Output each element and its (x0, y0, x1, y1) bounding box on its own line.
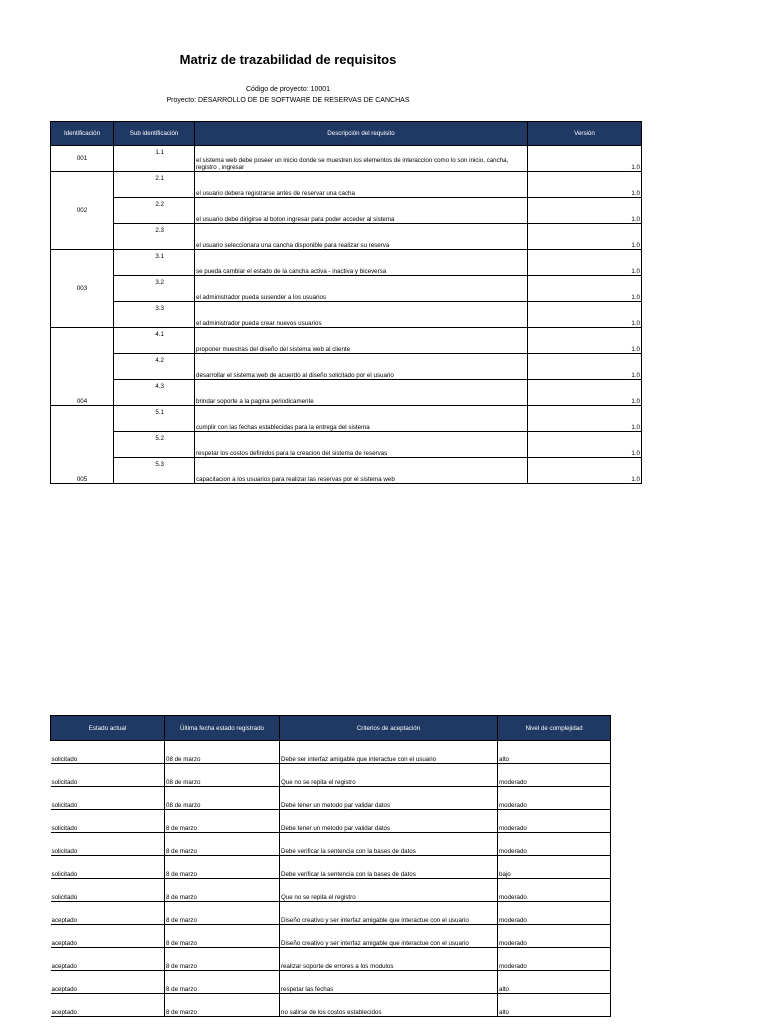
acceptance-criteria: Que no se repita el registro (280, 879, 498, 902)
requirement-sub-id: 1.1 (114, 146, 195, 172)
requirement-row (51, 354, 642, 380)
requirement-id: 003 (51, 250, 114, 328)
requirement-sub-id: 4.2 (114, 354, 195, 380)
last-date-value: 08 de marzo (165, 787, 280, 810)
requirement-sub-id: 4.1 (114, 328, 195, 354)
requirement-row (51, 198, 642, 224)
requirement-version: 1.0 (528, 354, 642, 380)
requirement-version: 1.0 (528, 250, 642, 276)
acceptance-criteria: Debe tener un metodo par validar datos (280, 810, 498, 833)
requirement-row (51, 458, 642, 484)
acceptance-criteria: realizar soporte de errores a los modulos (280, 948, 498, 971)
requirement-sub-id: 2.1 (114, 172, 195, 198)
requirement-description: desarrollar el sistema web de acuerdo al diseño solicitado por el usuario (195, 354, 528, 380)
col-identificacion: Identificación (51, 122, 114, 146)
status-row (51, 971, 611, 994)
status-value: solicitado (51, 741, 165, 764)
requirement-version: 1.0 (528, 198, 642, 224)
status-value: aceptado (51, 994, 165, 1017)
requirement-version: 1.0 (528, 380, 642, 406)
status-value: solicitado (51, 764, 165, 787)
requirement-version: 1.0 (528, 432, 642, 458)
last-date-value: 8 de marzo (165, 971, 280, 994)
complexity-level: bajo (498, 856, 611, 879)
requirement-version: 1.0 (528, 406, 642, 432)
status-row (51, 925, 611, 948)
project-code: Código de proyecto: 10001 (245, 86, 331, 93)
requirement-description: el usuario debera registrarse antes de reservar una cacha (195, 172, 528, 198)
requirement-description: el administrador pueda crear nuevos usuarios (195, 302, 528, 328)
complexity-level: moderado (498, 787, 611, 810)
status-row (51, 902, 611, 925)
requirement-sub-id: 5.1 (114, 406, 195, 432)
status-row (51, 810, 611, 833)
page-title: Matriz de trazabilidad de requisitos (179, 52, 397, 67)
status-header-row (51, 716, 611, 741)
status-value: solicitado (51, 856, 165, 879)
complexity-level: moderado (498, 879, 611, 902)
requirement-description: capacitacion a los usuarios para realizar las reservas por el sistema web (195, 458, 528, 484)
acceptance-criteria: respetar las fechas (280, 971, 498, 994)
complexity-level: moderado (498, 810, 611, 833)
status-row (51, 879, 611, 902)
requirement-description: el usuario debe dirigirse al boton ingresar para poder acceder al sistema (195, 198, 528, 224)
requirement-version: 1.0 (528, 276, 642, 302)
acceptance-criteria: Diseño creativo y ser interfaz amigable que interactue con el usuario (280, 925, 498, 948)
requirements-table (50, 121, 642, 484)
last-date-value: 8 de marzo (165, 994, 280, 1017)
status-row (51, 833, 611, 856)
requirement-id: 002 (51, 172, 114, 250)
requirements-header-row (51, 122, 642, 146)
status-row (51, 741, 611, 764)
requirement-row (51, 250, 642, 276)
acceptance-criteria: Debe tener un metodo par validar datos (280, 787, 498, 810)
complexity-level: alto (498, 971, 611, 994)
last-date-value: 8 de marzo (165, 902, 280, 925)
acceptance-criteria: Debe verificar la sentencia con la bases de datos (280, 856, 498, 879)
requirement-description: el sistema web debe poseer un inicio donde se muestren los elementos de interaccion como lo son inicio, cancha, registro , ingresar (195, 146, 528, 172)
last-date-value: 8 de marzo (165, 856, 280, 879)
last-date-value: 8 de marzo (165, 948, 280, 971)
last-date-value: 08 de marzo (165, 764, 280, 787)
status-value: solicitado (51, 833, 165, 856)
status-row (51, 764, 611, 787)
col-descripcion: Descripción del requisito (195, 122, 528, 146)
requirement-version: 1.0 (528, 172, 642, 198)
requirement-id: 004 (51, 328, 114, 406)
status-table (50, 715, 611, 1017)
acceptance-criteria: Diseño creativo y ser interfaz amigable que interactue con el usuario (280, 902, 498, 925)
status-row (51, 994, 611, 1017)
acceptance-criteria: no salirse de los costos establecidos (280, 994, 498, 1017)
status-value: aceptado (51, 925, 165, 948)
status-row (51, 948, 611, 971)
requirement-version: 1.0 (528, 224, 642, 250)
complexity-level: moderado (498, 948, 611, 971)
requirement-sub-id: 2.3 (114, 224, 195, 250)
requirement-sub-id: 2.2 (114, 198, 195, 224)
requirement-version: 1.0 (528, 302, 642, 328)
col-criterios: Criterios de aceptación (280, 716, 498, 741)
requirement-row (51, 432, 642, 458)
col-nivel-complejidad: Nivel de complejidad (498, 716, 611, 741)
requirement-sub-id: 5.2 (114, 432, 195, 458)
requirement-id: 005 (51, 406, 114, 484)
complexity-level: moderado (498, 764, 611, 787)
complexity-level: alto (498, 741, 611, 764)
requirement-version: 1.0 (528, 458, 642, 484)
requirement-description: el administrador pueda susender a los usuarios (195, 276, 528, 302)
status-value: aceptado (51, 971, 165, 994)
requirement-row (51, 406, 642, 432)
project-name: Proyecto: DESARROLLO DE DE SOFTWARE DE RESERVAS DE CANCHAS (166, 97, 410, 104)
col-version: Versión (528, 122, 642, 146)
status-value: solicitado (51, 810, 165, 833)
acceptance-criteria: Debe verificar la sentencia con la bases de datos (280, 833, 498, 856)
requirement-sub-id: 3.1 (114, 250, 195, 276)
complexity-level: alto (498, 994, 611, 1017)
requirement-row (51, 172, 642, 198)
status-row (51, 787, 611, 810)
status-row (51, 856, 611, 879)
requirement-description: brindar soporte a la pagina periodicamente (195, 380, 528, 406)
requirement-description: respetar los costos definidos para la creacion del sistema de reservas (195, 432, 528, 458)
requirement-sub-id: 4.3 (114, 380, 195, 406)
complexity-level: moderado (498, 925, 611, 948)
last-date-value: 8 de marzo (165, 879, 280, 902)
requirement-row (51, 328, 642, 354)
requirement-id: 001 (51, 146, 114, 172)
last-date-value: 8 de marzo (165, 925, 280, 948)
requirement-version: 1.0 (528, 328, 642, 354)
last-date-value: 8 de marzo (165, 810, 280, 833)
col-estado-actual: Estado actual (51, 716, 165, 741)
requirement-row (51, 276, 642, 302)
requirement-description: cumplir con las fechas establecidas para la entrega del sistema (195, 406, 528, 432)
col-ultima-fecha: Última fecha estado registrado (165, 716, 280, 741)
requirement-version: 1.0 (528, 146, 642, 172)
acceptance-criteria: Que no se repita el registro (280, 764, 498, 787)
last-date-value: 8 de marzo (165, 833, 280, 856)
status-value: aceptado (51, 902, 165, 925)
col-sub-identificacion: Sub identificación (114, 122, 195, 146)
requirement-description: el usuario seleccionara una cancha disponible para realizar su reserva (195, 224, 528, 250)
complexity-level: moderado (498, 833, 611, 856)
acceptance-criteria: Debe ser interfaz amigable que interactue con el usuario (280, 741, 498, 764)
status-value: solicitado (51, 787, 165, 810)
status-value: solicitado (51, 879, 165, 902)
requirement-row (51, 302, 642, 328)
complexity-level: moderado (498, 902, 611, 925)
requirement-sub-id: 3.2 (114, 276, 195, 302)
requirement-description: se pueda cambiar el estado de la cancha activa - inactiva y biceversa (195, 250, 528, 276)
requirement-sub-id: 3.3 (114, 302, 195, 328)
requirement-row (51, 224, 642, 250)
status-value: aceptado (51, 948, 165, 971)
requirement-row (51, 146, 642, 172)
requirement-row (51, 380, 642, 406)
requirement-sub-id: 5.3 (114, 458, 195, 484)
requirement-description: proponer muestras del diseño del sistema web al cliente (195, 328, 528, 354)
last-date-value: 08 de marzo (165, 741, 280, 764)
